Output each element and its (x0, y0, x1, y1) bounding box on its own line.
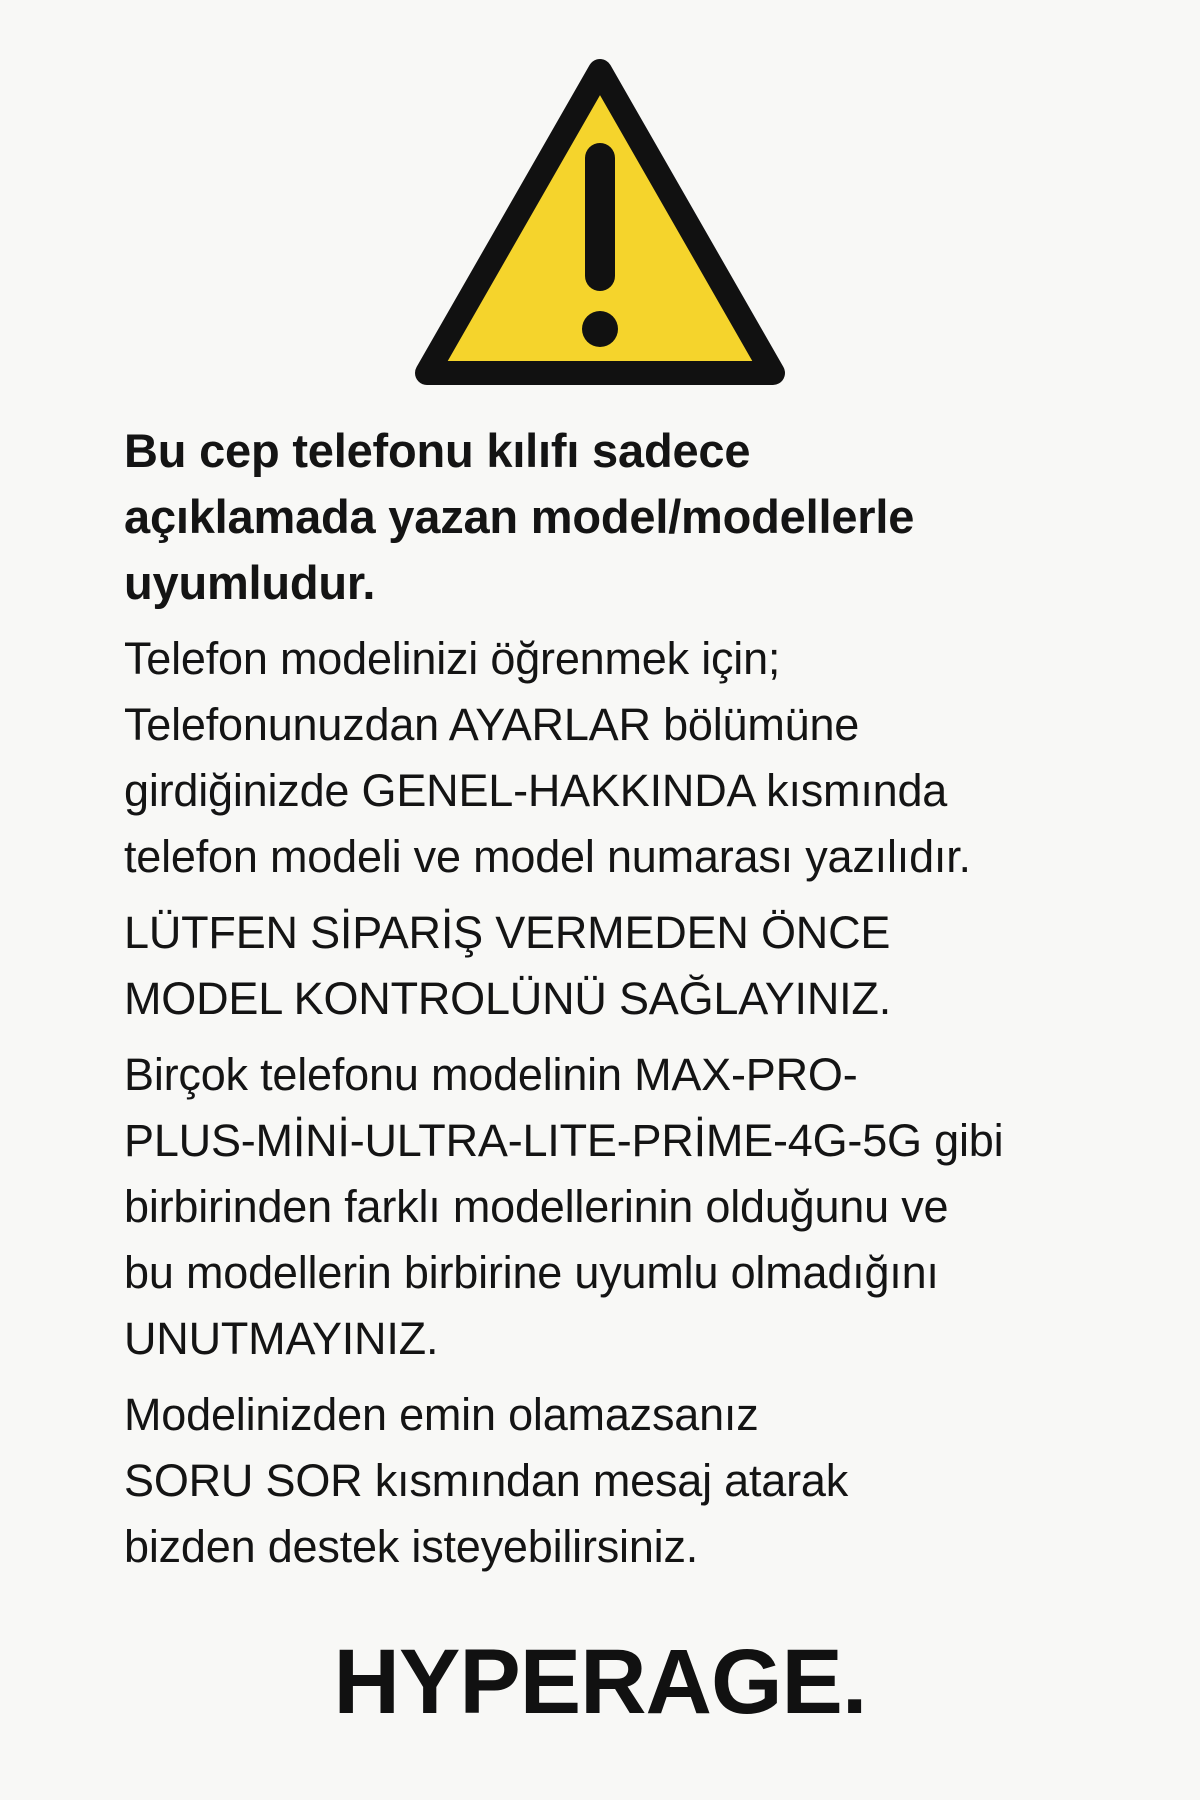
instruction-line: telefon modeli ve model numarası yazılıdır. (124, 831, 971, 882)
warning-triangle-icon (411, 55, 789, 396)
exclamation-dot (582, 311, 618, 347)
model-variants-notice (124, 1042, 1164, 1372)
instruction-line: Telefonunuzdan AYARLAR bölümüne (124, 699, 860, 750)
model-instructions (124, 626, 1164, 890)
exclamation-bar (585, 143, 615, 291)
notice-line: PLUS-MİNİ-ULTRA-LITE-PRİME-4G-5G gibi (124, 1115, 1004, 1166)
notice-line: Birçok telefonu modelinin MAX-PRO- (124, 1049, 858, 1100)
notice-line: bu modellerin birbirine uyumlu olmadığını (124, 1247, 939, 1298)
warning-notice-content (124, 418, 1164, 1590)
warning-line: MODEL KONTROLÜNÜ SAĞLAYINIZ. (124, 973, 892, 1024)
warning-line: LÜTFEN SİPARİŞ VERMEDEN ÖNCE (124, 907, 891, 958)
instruction-line: girdiğinizde GENEL-HAKKINDA kısmında (124, 765, 948, 816)
heading-line: açıklamada yazan model/modellerle (124, 490, 915, 543)
brand-logo: HYPERAGE. (333, 1631, 867, 1733)
support-line: Modelinizden emin olamazsanız (124, 1389, 759, 1440)
heading-line: uyumludur. (124, 556, 376, 609)
heading-line: Bu cep telefonu kılıfı sadece (124, 424, 751, 477)
support-line: SORU SOR kısmından mesaj atarak (124, 1455, 849, 1506)
notice-line: birbirinden farklı modellerinin olduğunu ve (124, 1181, 949, 1232)
instruction-line: Telefon modelinizi öğrenmek için; (124, 633, 781, 684)
compatibility-heading (124, 418, 1164, 616)
order-warning (124, 900, 1164, 1032)
support-message (124, 1382, 1164, 1580)
support-line: bizden destek isteyebilirsiniz. (124, 1521, 699, 1572)
notice-line: UNUTMAYINIZ. (124, 1313, 439, 1364)
